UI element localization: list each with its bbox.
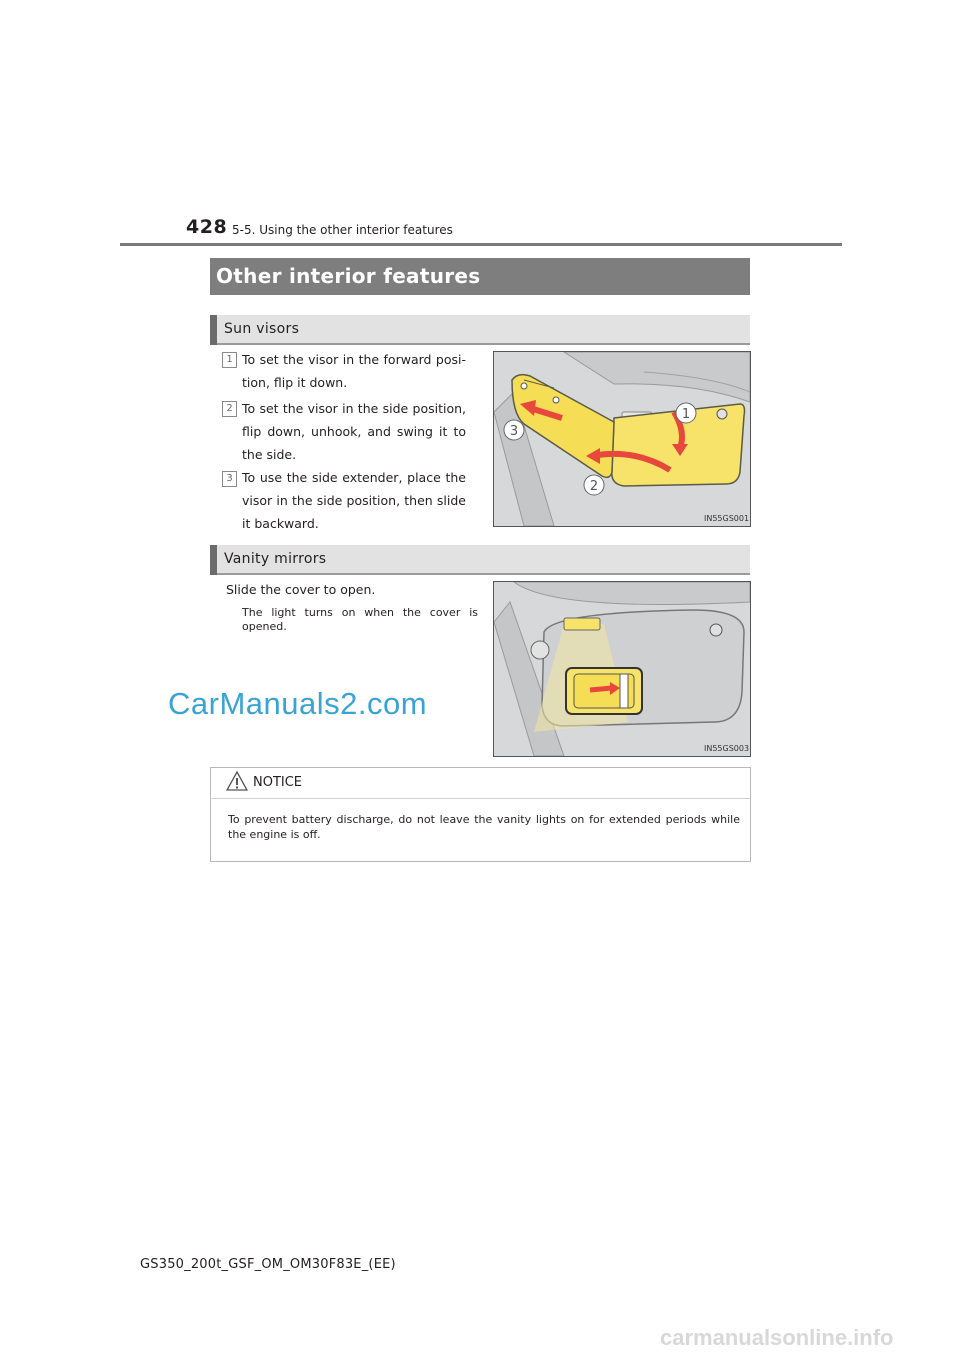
- vanity-note: The light turns on when the cover is opened.: [242, 606, 478, 633]
- footer-code: GS350_200t_GSF_OM_OM30F83E_(EE): [140, 1257, 396, 1272]
- header-rule: [120, 243, 842, 246]
- item-text-2: To set the visor in the side position, flip down, unhook, and swing it to the side.: [242, 401, 466, 462]
- vanity-mirror-illustration: [493, 581, 751, 757]
- vanity-instruction: Slide the cover to open.: [226, 582, 376, 597]
- notice-text: To prevent battery discharge, do not leave the vanity lights on for extended periods while the engine is off.: [228, 813, 740, 841]
- illustration-code: IN55GS001: [704, 514, 750, 523]
- callout-1: 1: [681, 407, 691, 422]
- callout-2: 2: [589, 479, 599, 494]
- page-title: Other interior features: [216, 264, 481, 288]
- page-number: 428: [186, 216, 228, 238]
- item-number-2: 2: [222, 401, 237, 417]
- watermark: CarManuals2.com: [168, 686, 428, 721]
- subheading-label: Sun visors: [224, 321, 300, 337]
- notice-divider: [210, 798, 750, 799]
- callout-3: 3: [509, 424, 519, 439]
- subheading-sun-visors: [210, 315, 750, 345]
- notice-label: NOTICE: [253, 775, 303, 790]
- item-number-1: 1: [222, 352, 237, 368]
- item-text-1: To set the visor in the forward posi-tion, flip it down.: [242, 352, 466, 390]
- item-text-3: To use the side extender, place the visor in the side position, then slide it backward.: [242, 470, 466, 531]
- page-title-bar: [210, 258, 750, 295]
- subheading-vanity-mirrors: [210, 545, 750, 575]
- warning-icon: [226, 771, 248, 795]
- bottom-watermark: carmanualsonline.info: [660, 1325, 894, 1350]
- subheading-label: Vanity mirrors: [224, 551, 327, 567]
- vanity-mirror-drawing: [494, 582, 750, 756]
- section-title: 5-5. Using the other interior features: [232, 223, 453, 237]
- sun-visor-illustration: [493, 351, 751, 527]
- sun-visor-drawing: [494, 352, 750, 526]
- item-number-3: 3: [222, 471, 237, 487]
- illustration-code: IN55GS003: [704, 744, 750, 753]
